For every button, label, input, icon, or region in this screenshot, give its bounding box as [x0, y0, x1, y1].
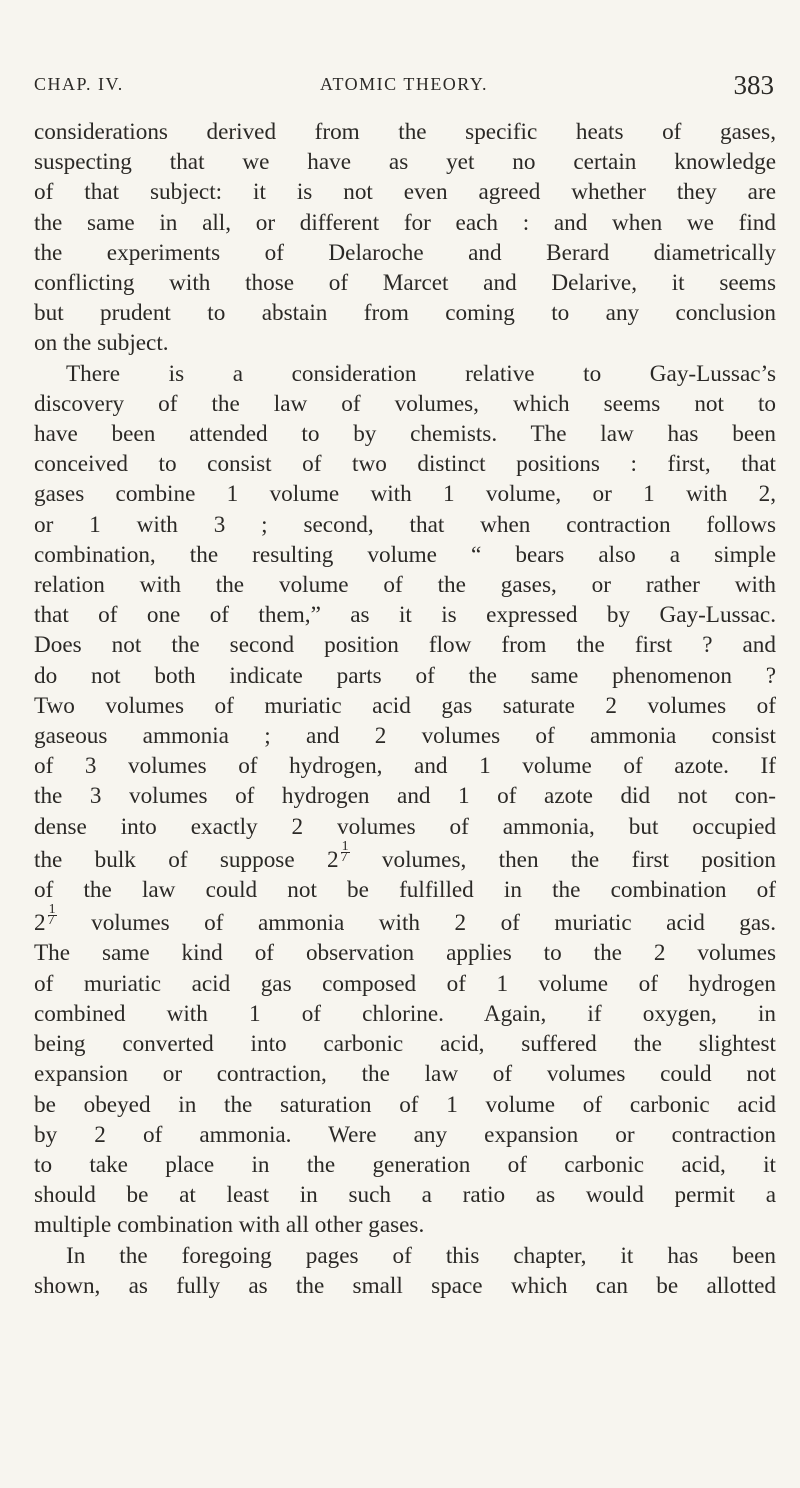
- page-body: [34, 117, 776, 1301]
- text-line: of the law could not be fulfilled in the combination of: [34, 877, 776, 904]
- text-line: do not both indicate parts of the same phenomenon ?: [34, 662, 776, 689]
- fraction-denominator: 7: [340, 849, 348, 865]
- text-line: should be at least in such a ratio as would permit a: [34, 1182, 776, 1209]
- fraction-numerator: 1: [48, 902, 56, 918]
- text-line: of 3 volumes of hydrogen, and 1 volume of azote. If: [34, 753, 776, 780]
- text-line: on the subject.: [34, 330, 169, 357]
- text-line: the experiments of Delaroche and Berard diametrically: [34, 239, 776, 266]
- text-line: gaseous ammonia ; and 2 volumes of ammonia consist: [34, 723, 776, 750]
- text-line: that of one of them,” as it is expressed by Gay-Lussac.: [34, 602, 776, 629]
- text-line: shown, as fully as the small space which can be allotted: [34, 1272, 776, 1299]
- text-segment: volumes of ammonia with 2 of muriatic acid gas.: [56, 910, 776, 937]
- text-line: conceived to consist of two distinct positions : first, that: [34, 451, 776, 478]
- text-line: considerations derived from the specific heats of gases,: [34, 119, 776, 145]
- fraction: [47, 902, 57, 929]
- text-line: or 1 with 3 ; second, that when contraction follows: [34, 511, 776, 538]
- text-line: expansion or contraction, the law of volumes could not: [34, 1061, 776, 1088]
- text-line-with-fraction: [34, 902, 776, 938]
- fraction: [340, 838, 350, 865]
- text-line: multiple combination with all other gases.: [34, 1212, 425, 1239]
- text-segment: the bulk of suppose 2: [34, 846, 339, 873]
- text-line: suspecting that we have as yet no certain knowledge: [34, 149, 776, 176]
- running-header: [34, 70, 774, 108]
- text-line: of that subject: it is not even agreed whether they are: [34, 179, 776, 206]
- chapter-label: CHAP. IV.: [34, 74, 124, 94]
- text-line-with-fraction: [34, 838, 776, 875]
- fraction-denominator: 7: [47, 913, 55, 929]
- text-line: Does not the second position flow from the first ? and: [34, 632, 776, 659]
- text-line: In the foregoing pages of this chapter, it has been: [66, 1242, 776, 1269]
- page-number: 383: [733, 70, 774, 100]
- text-segment: 2: [34, 910, 46, 937]
- text-line: There is a consideration relative to Gay-Lussac’s: [66, 360, 776, 387]
- text-line: relation with the volume of the gases, or rather with: [34, 572, 776, 599]
- text-line: the same in all, or different for each : and when we find: [34, 209, 776, 236]
- text-line: being converted into carbonic acid, suffered the slightest: [34, 1031, 776, 1058]
- fraction-numerator: 1: [341, 838, 349, 854]
- text-line: combination, the resulting volume “ bears also a simple: [34, 541, 776, 568]
- text-line: discovery of the law of volumes, which seems not to: [34, 390, 776, 417]
- text-line: Two volumes of muriatic acid gas saturate 2 volumes of: [34, 692, 776, 719]
- text-line: conflicting with those of Marcet and Delarive, it seems: [34, 270, 776, 297]
- text-line: be obeyed in the saturation of 1 volume of carbonic acid: [34, 1091, 776, 1118]
- text-line: combined with 1 of chlorine. Again, if oxygen, in: [34, 1000, 776, 1027]
- text-line: the 3 volumes of hydrogen and 1 of azote did not con-: [34, 783, 776, 810]
- text-line: gases combine 1 volume with 1 volume, or 1 with 2,: [34, 481, 776, 508]
- text-line: dense into exactly 2 volumes of ammonia, but occupied: [34, 813, 776, 840]
- text-line: of muriatic acid gas composed of 1 volume of hydrogen: [34, 970, 776, 997]
- text-line: but prudent to abstain from coming to any conclusion: [34, 300, 776, 327]
- text-line: to take place in the generation of carbonic acid, it: [34, 1151, 776, 1178]
- text-segment: volumes, then the first position: [349, 846, 776, 873]
- text-line: by 2 of ammonia. Were any expansion or contraction: [34, 1121, 776, 1148]
- running-title: ATOMIC THEORY.: [319, 74, 489, 94]
- text-line: have been attended to by chemists. The law has been: [34, 421, 776, 448]
- text-line: The same kind of observation applies to the 2 volumes: [34, 940, 776, 967]
